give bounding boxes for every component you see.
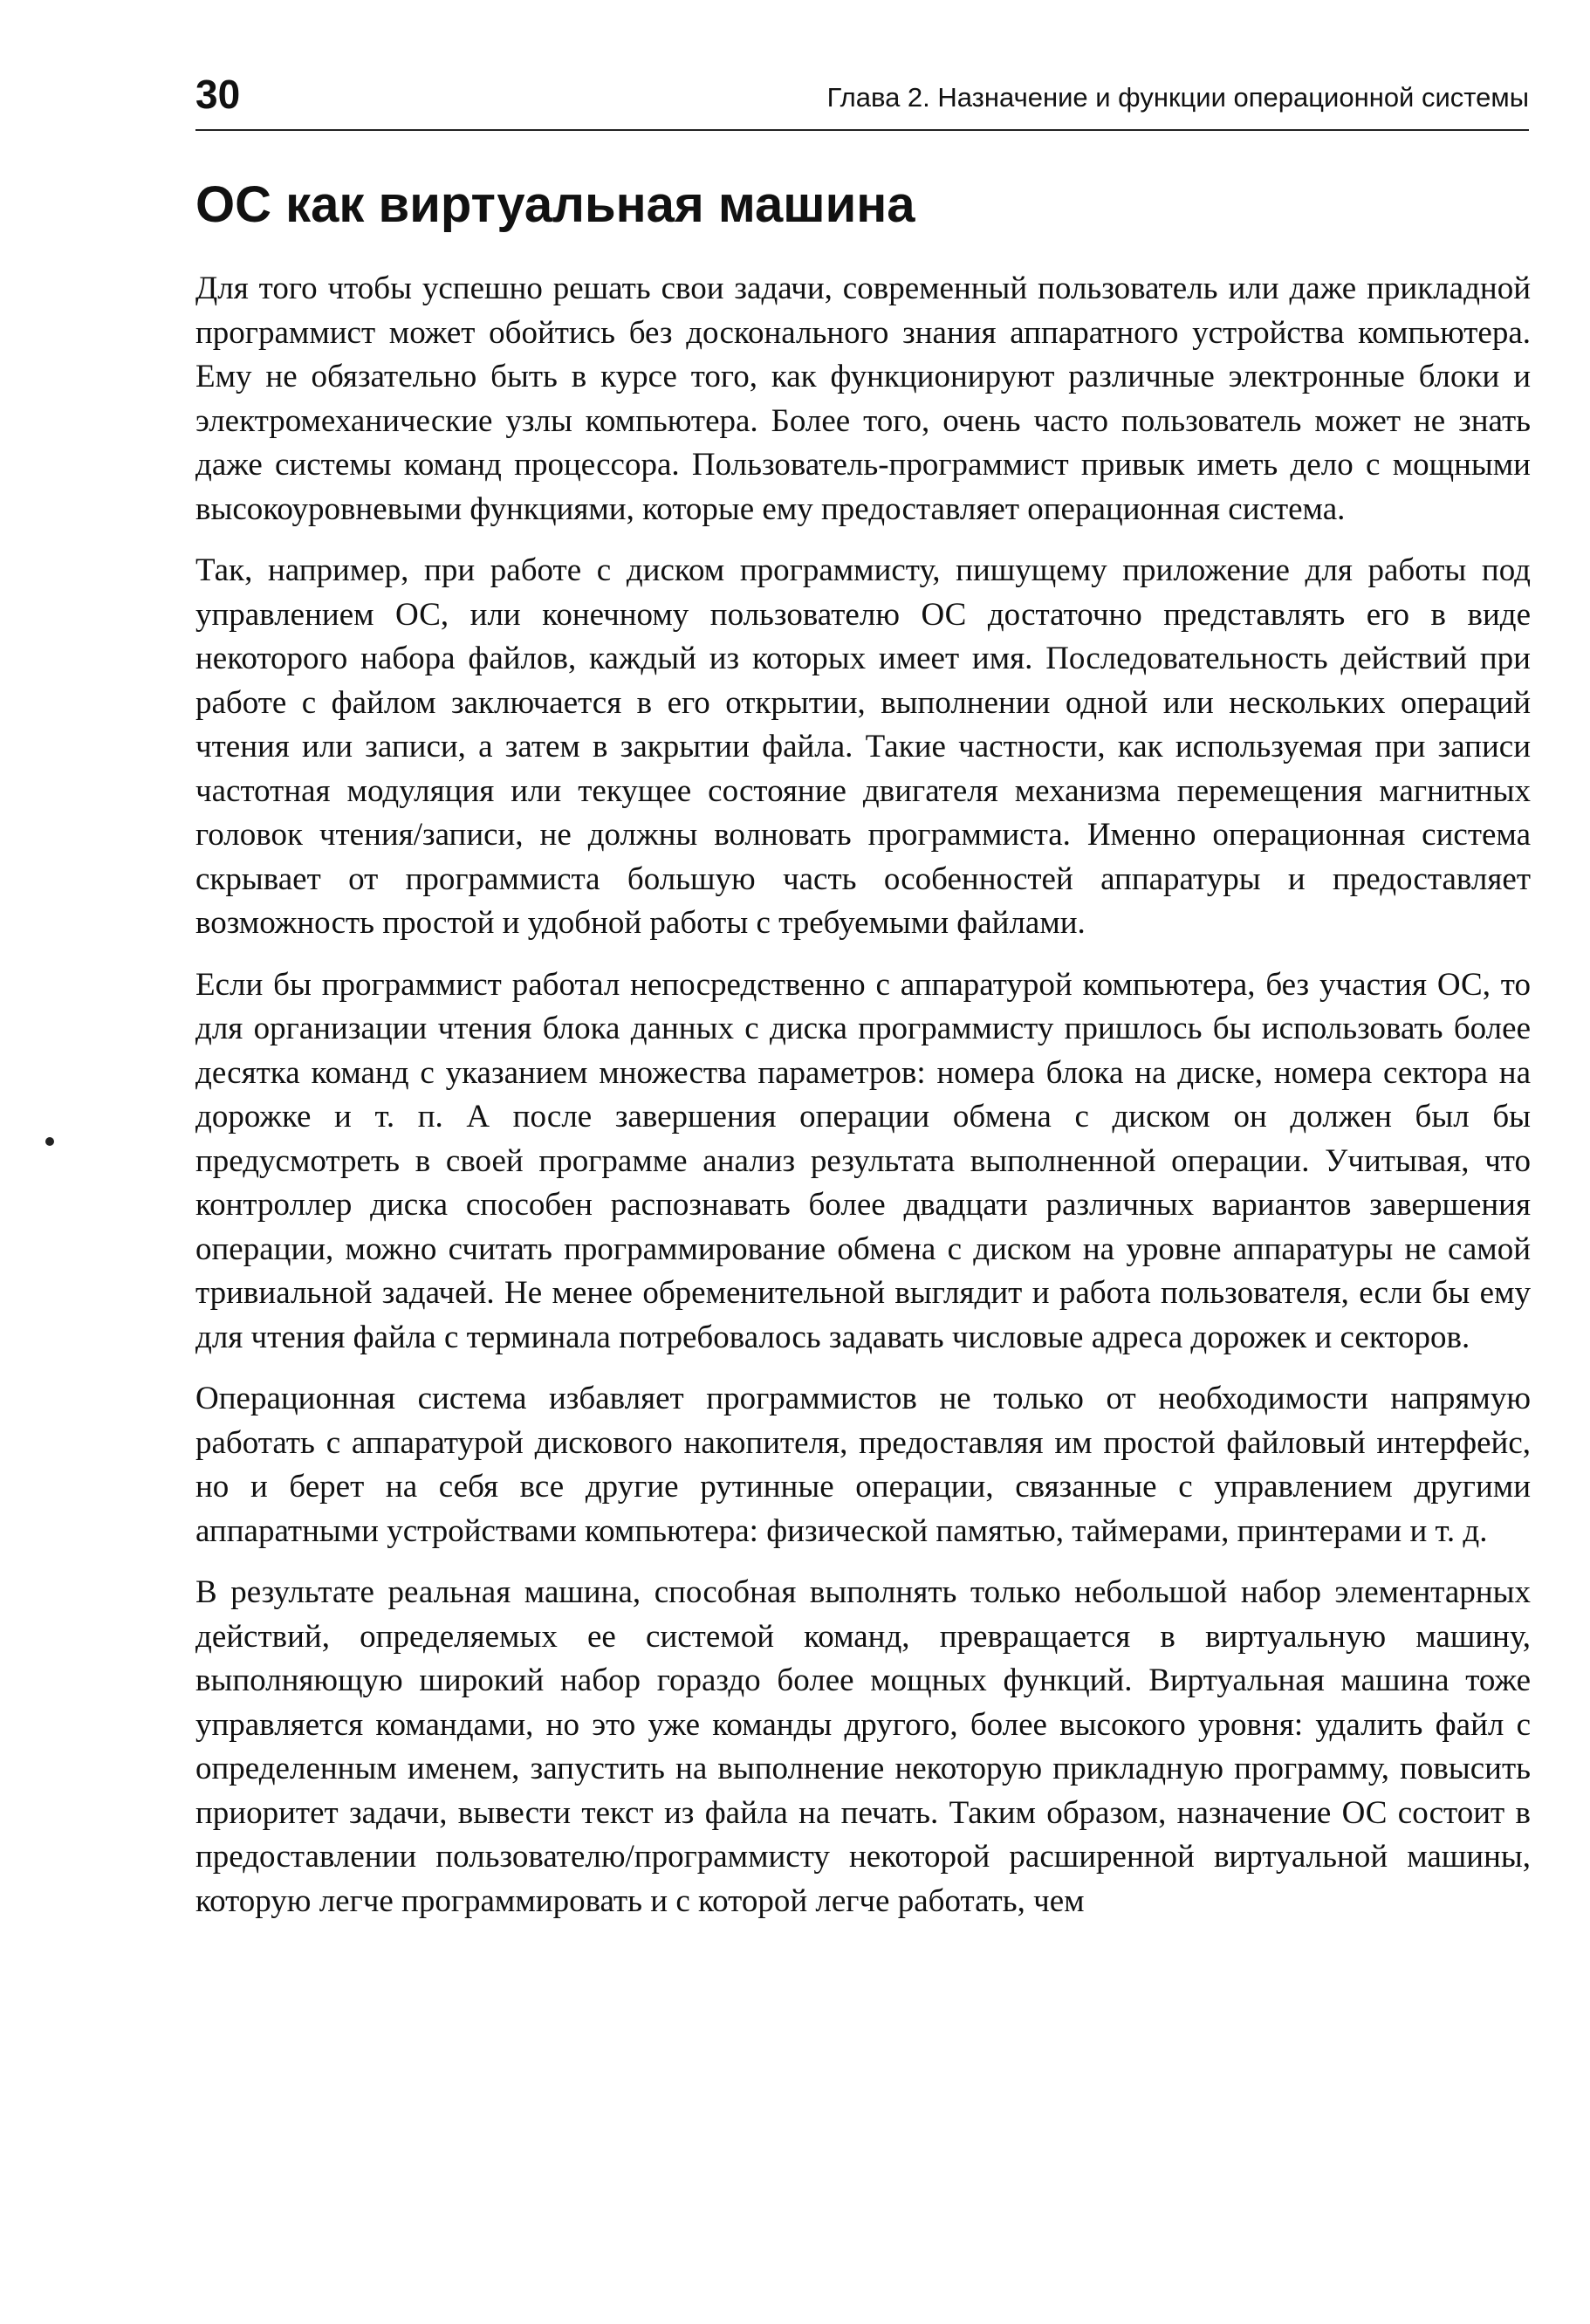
paragraph-4: Операционная система избавляет программистов не только от необходимости напрямую работать с аппаратурой дискового накопителя, предоставляя им простой файловый интерфейс, но и берет на себя все другие рутинные операции, связанные с управлением другими аппаратными устройствами компьютера: физической памятью, таймерами, принтерами и т. д. (195, 1381, 1531, 1549)
margin-dot-mark (45, 1137, 54, 1146)
page-header (195, 68, 1529, 131)
paragraph-3: Если бы программист работал непосредственно с аппаратурой компьютера, без участия ОС, то для организации чтения блока данных с диска программисту пришлось бы использовать более десятка команд с указанием множества параметров: номера блока на диске, номера сектора на дорожке и т. п. А после завершения операции обмена с диском он должен был бы предусмотреть в своей программе анализ результата выполненной операции. Учитывая, что контроллер диска способен распознавать более двадцати различных вариантов завершения операции, можно считать программирование обмена с диском на уровне аппаратуры не самой тривиальной задачей. Не менее обременительной выглядит и работа пользователя, если бы ему для чтения файла с терминала потребовалось задавать числовые адреса дорожек и секторов. (195, 966, 1531, 1355)
running-title: Глава 2. Назначение и функции операционной системы (826, 82, 1529, 113)
paragraph-2: Так, например, при работе с диском программисту, пишущему приложение для работы под управлением ОС, или конечному пользователю ОС достаточно представлять его в виде некоторого набора файлов, каждый из которых имеет имя. Последовательность действий при работе с файлом заключается в его открытии, выполнении одной или нескольких операций чтения или записи, а затем в закрытии файла. Такие частности, как используемая при записи частотная модуляция или текущее состояние двигателя механизма перемещения магнитных головок чтения/записи, не должны волновать программиста. Именно операционная система скрывает от программиста большую часть особенностей аппаратуры и предоставляет возможность простой и удобной работы с требуемыми файлами. (195, 552, 1531, 941)
paragraph-1: Для того чтобы успешно решать свои задачи, современный пользователь или даже прикладной программист может обойтись без досконального знания аппаратного устройства компьютера. Ему не обязательно быть в курсе того, как функционируют различные электронные блоки и электромеханические узлы компьютера. Более того, очень часто пользователь может не знать даже системы команд процессора. Пользователь-программист привык иметь дело с мощными высокоуровневыми функциями, которые ему предоставляет операционная система. (195, 271, 1531, 527)
page-number: 30 (195, 72, 241, 117)
body-text (195, 267, 1531, 1941)
paragraph-5: В результате реальная машина, способная выполнять только небольшой набор элементарных действий, определяемых ее системой команд, превращается в виртуальную машину, выполняющую широкий набор гораздо более мощных функций. Виртуальная машина тоже управляется командами, но это уже команды другого, более высокого уровня: удалить файл с определенным именем, запустить на выполнение некоторую прикладную программу, повысить приоритет задачи, вывести текст из файла на печать. Таким образом, назначение ОС состоит в предоставлении пользователю/программисту некоторой расширенной виртуальной машины, которую легче программировать и с которой легче работать, чем (195, 1574, 1531, 1919)
section-heading: ОС как виртуальная машина (195, 176, 915, 233)
